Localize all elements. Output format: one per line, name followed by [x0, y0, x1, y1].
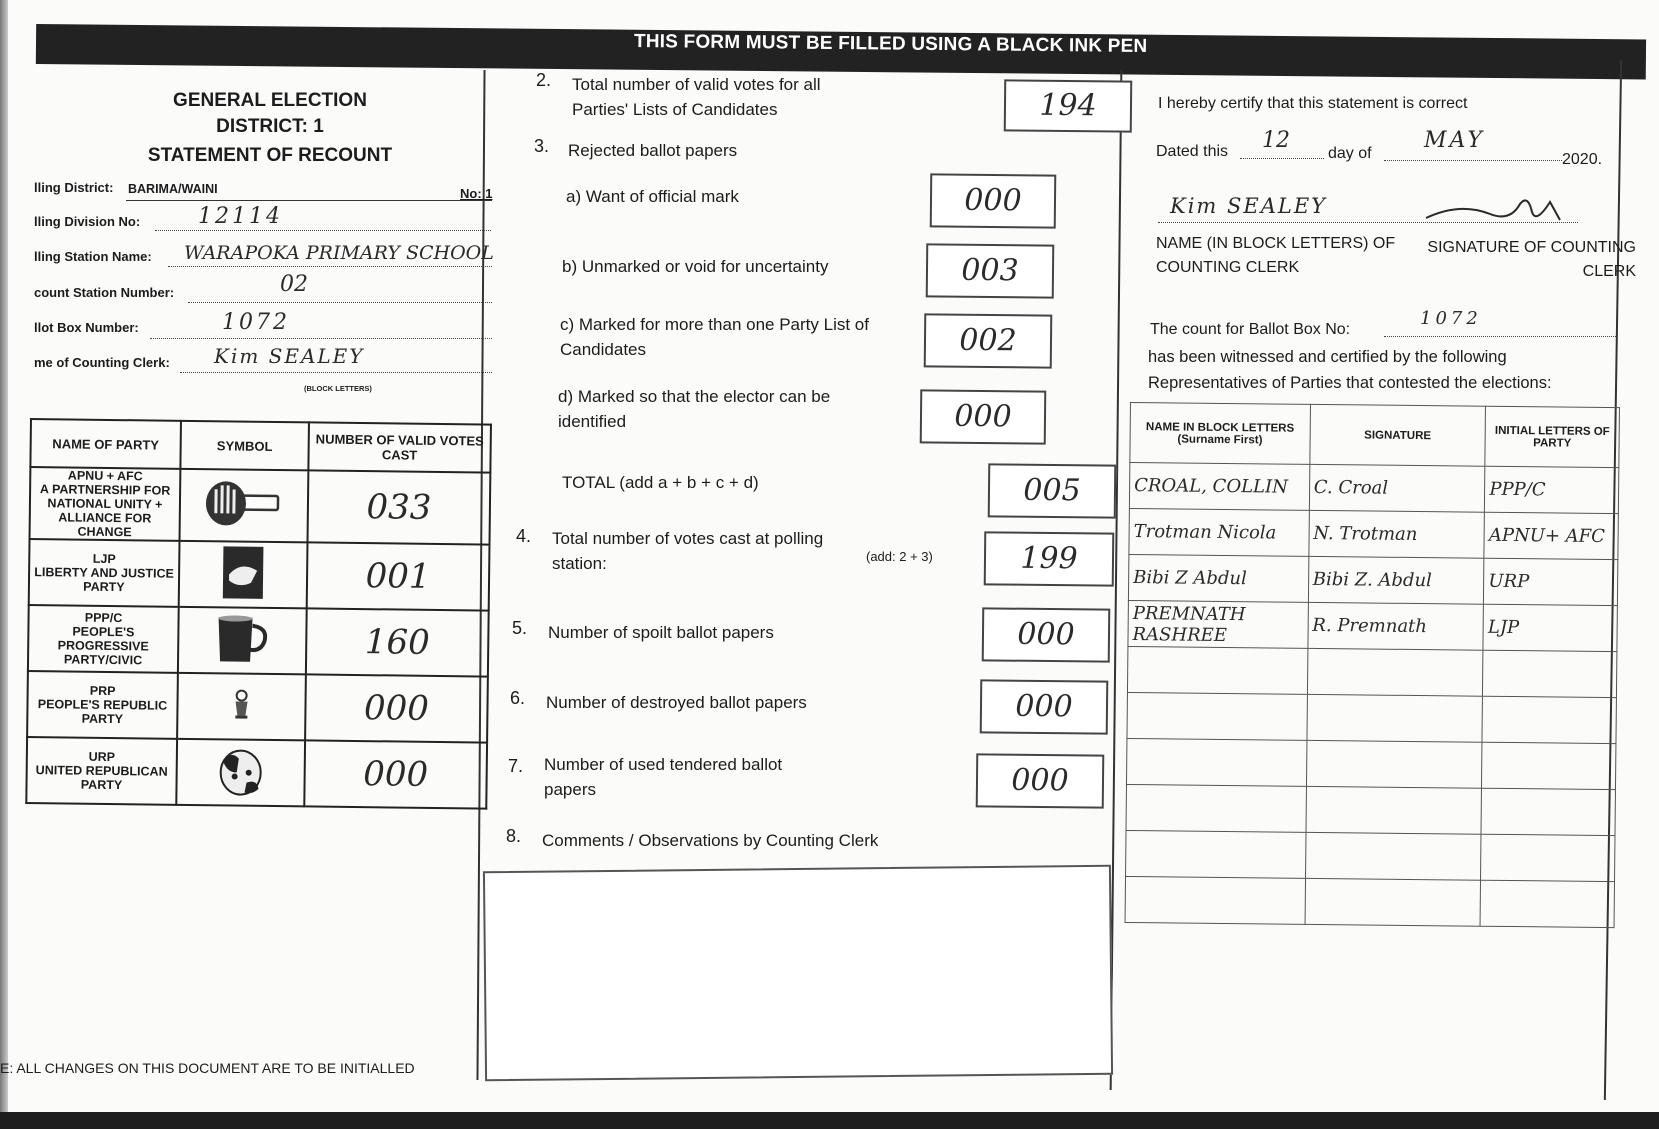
table-row	[1126, 784, 1615, 835]
rep-signature	[1307, 694, 1483, 742]
party-abbr: PRP	[89, 683, 116, 699]
cow-icon	[212, 742, 269, 799]
polling-division-value: 12114	[198, 204, 283, 229]
banner-title: THIS FORM MUST BE FILLED USING A BLACK INK PEN	[630, 31, 1152, 58]
item-8-number: 8.	[506, 826, 522, 846]
rep-signature	[1306, 786, 1482, 834]
header-line1: GENERAL ELECTION	[173, 90, 367, 111]
table-row	[1129, 508, 1618, 559]
item-3c-text: c) Marked for more than one Party List of Candidates	[560, 315, 869, 359]
table-row	[1128, 600, 1617, 651]
rep-name	[1126, 784, 1306, 832]
symbol-cell	[176, 739, 305, 807]
counting-clerk-line	[180, 372, 492, 373]
ballot-box-line	[150, 338, 492, 339]
polling-district-line	[126, 200, 492, 201]
rep-name: PREMNATH RASHREE	[1128, 600, 1308, 648]
item-5-value: 000	[982, 607, 1111, 662]
rep-name: Trotman Nicola	[1129, 508, 1309, 556]
table-row	[1125, 876, 1614, 927]
cup-icon	[212, 611, 273, 666]
party-name-cell	[30, 467, 181, 541]
table-row	[1126, 738, 1615, 789]
party-table	[25, 418, 492, 810]
votes-cell: 033	[308, 470, 491, 544]
item-8-text: Comments / Observations by Counting Clerk	[542, 831, 879, 850]
polling-station-value: WARAPOKA PRIMARY SCHOOL	[184, 242, 494, 264]
item-4-text: Total number of votes cast at polling station:	[552, 529, 824, 573]
clerk-signature-icon	[1420, 192, 1570, 232]
rep-name: Bibi Z Abdul	[1128, 554, 1308, 602]
rep-party	[1481, 834, 1615, 881]
party-table-header	[30, 419, 491, 473]
scan-edge	[0, 0, 8, 1129]
party-name: PEOPLE'S PROGRESSIVE PARTY/CIVIC	[57, 624, 149, 668]
recount-station-line	[188, 302, 492, 303]
rep-signature: R. Premnath	[1308, 602, 1484, 650]
table-row	[29, 539, 490, 611]
item-6-value: 000	[980, 679, 1109, 734]
party-name-cell	[29, 539, 180, 607]
total-value: 005	[988, 463, 1117, 518]
symbol-cell	[179, 541, 308, 609]
signature-clerk-label	[1410, 236, 1636, 284]
polling-division-line	[155, 230, 491, 231]
rep-table-header	[1130, 403, 1620, 468]
item-5-number: 5.	[512, 618, 528, 638]
table-row	[1129, 463, 1618, 514]
item-3b-text: b) Unmarked or void for uncertainty	[562, 257, 829, 276]
ballot-box-label: llot Box Number:	[34, 320, 139, 335]
recount-station-value: 02	[280, 272, 308, 297]
representatives-table	[1125, 402, 1620, 928]
symbol-cell	[177, 673, 306, 741]
rep-party	[1481, 788, 1615, 835]
rep-signature	[1307, 648, 1483, 696]
table-row	[1126, 830, 1615, 881]
total-text: TOTAL (add a + b + c + d)	[562, 473, 759, 492]
day-value: 12	[1262, 128, 1290, 153]
rep-party	[1483, 650, 1617, 697]
rep-signature	[1306, 740, 1482, 788]
rep-name: CROAL, COLLIN	[1129, 463, 1309, 511]
polling-district-value: BARIMA/WAINI	[128, 182, 218, 196]
rep-signature: Bibi Z. Abdul	[1308, 556, 1484, 604]
item-5-text: Number of spoilt ballot papers	[548, 623, 774, 642]
party-abbr: URP	[88, 749, 116, 765]
header-name-of-party: NAME OF PARTY	[30, 419, 181, 469]
votes-cell: 000	[305, 674, 488, 742]
table-row	[1128, 554, 1617, 605]
table-row	[1127, 646, 1616, 697]
rep-party: PPP/C	[1485, 466, 1619, 513]
lamp-icon	[229, 687, 253, 721]
item-3a-value: 000	[930, 173, 1057, 228]
votes-cell: 160	[306, 608, 489, 676]
party-abbr: LJP	[92, 551, 116, 567]
rep-signature	[1305, 832, 1481, 880]
counting-clerk-label: me of Counting Clerk:	[34, 355, 170, 370]
item-7-number: 7.	[508, 756, 524, 776]
table-row	[30, 467, 491, 545]
party-abbr: PPP/C	[84, 610, 123, 626]
item-7-text: Number of used tendered ballot papers	[544, 755, 783, 799]
counting-clerk-value: Kim SEALEY	[214, 344, 365, 368]
rep-signature: C. Croal	[1309, 464, 1485, 512]
witness-text: has been witnessed and certified by the following Representatives of Parties that contested the elections:	[1148, 348, 1552, 392]
polling-division-label: lling Division No:	[34, 214, 141, 229]
rep-party: URP	[1484, 558, 1618, 605]
item-2-value: 194	[1004, 79, 1133, 132]
party-name: UNITED REPUBLICAN PARTY	[35, 763, 168, 793]
item-2-number: 2.	[536, 70, 552, 90]
rep-party	[1482, 742, 1616, 789]
polling-station-label: lling Station Name:	[34, 249, 152, 264]
day-line	[1240, 158, 1324, 159]
certify-statement: I hereby certify that this statement is correct	[1158, 95, 1468, 112]
rep-signature: N. Trotman	[1309, 510, 1485, 558]
table-row	[26, 737, 487, 809]
item-3d-text: d) Marked so that the elector can be identified	[558, 387, 831, 431]
rep-header-signature: SIGNATURE	[1310, 404, 1486, 466]
party-name: A PARTNERSHIP FOR NATIONAL UNITY + ALLIANCE FOR CHANGE	[39, 482, 171, 540]
clerk-sign-line	[1158, 222, 1578, 223]
rep-header-name: NAME IN BLOCK LETTERS (Surname First)	[1130, 403, 1310, 465]
month-line	[1384, 160, 1562, 161]
party-name-cell	[27, 671, 178, 739]
dated-label: Dated this	[1156, 143, 1229, 160]
table-row	[1127, 692, 1616, 743]
name-block-text: NAME (IN BLOCK LETTERS) OF COUNTING CLERK	[1156, 235, 1396, 276]
rep-name	[1127, 646, 1307, 694]
polling-district-label: lling District:	[34, 180, 114, 195]
rep-party	[1480, 880, 1614, 927]
handshake-icon	[221, 544, 266, 601]
header-votes: NUMBER OF VALID VOTES CAST	[308, 422, 491, 472]
party-name: LIBERTY AND JUSTICE PARTY	[34, 565, 174, 595]
polling-station-line	[168, 266, 492, 267]
year-label: 2020.	[1562, 151, 1603, 168]
party-abbr: APNU + AFC	[67, 468, 143, 484]
clerk-name-written: Kim SEALEY	[1170, 194, 1328, 218]
scan-bottom-edge	[0, 1112, 1659, 1129]
symbol-cell	[180, 469, 309, 543]
hand-icon	[202, 477, 287, 530]
block-letters-note: (BLOCK LETTERS)	[304, 384, 372, 393]
item-3c-value: 002	[924, 313, 1053, 368]
rep-signature	[1305, 878, 1481, 926]
item-3d-value: 000	[920, 389, 1047, 444]
footer-note: E: ALL CHANGES ON THIS DOCUMENT ARE TO BE INITIALLED	[0, 1060, 415, 1076]
recount-station-label: count Station Number:	[34, 285, 175, 300]
item-4-value: 199	[984, 531, 1115, 586]
count-label: The count for Ballot Box No:	[1150, 321, 1351, 338]
item-2-text: Total number of valid votes for all Parties' Lists of Candidates	[572, 75, 821, 119]
table-row	[28, 605, 489, 677]
symbol-cell	[178, 607, 307, 675]
header-line2: DISTRICT: 1	[216, 116, 324, 137]
no-label: No: 1	[460, 186, 493, 201]
count-line	[1384, 336, 1616, 337]
count-value: 1072	[1420, 308, 1482, 329]
party-name-cell	[26, 737, 177, 805]
party-name-cell	[28, 605, 179, 673]
item-6-number: 6.	[510, 688, 526, 708]
rep-name	[1126, 830, 1306, 878]
signature-clerk-text: SIGNATURE OF COUNTING CLERK	[1427, 239, 1636, 280]
comments-box[interactable]	[483, 865, 1113, 1082]
name-block-label	[1156, 232, 1396, 280]
header-symbol: SYMBOL	[180, 421, 309, 471]
party-name: PEOPLE'S REPUBLIC PARTY	[37, 697, 168, 727]
rep-name	[1125, 876, 1305, 924]
rep-party: LJP	[1483, 604, 1617, 651]
header-line3: STATEMENT OF RECOUNT	[147, 145, 393, 166]
item-3-number: 3.	[534, 136, 550, 156]
item-6-text: Number of destroyed ballot papers	[546, 693, 807, 712]
rep-party	[1482, 696, 1616, 743]
item-7-value: 000	[976, 753, 1105, 808]
rep-header-party: INITIAL LETTERS OF PARTY	[1485, 406, 1619, 467]
votes-cell: 001	[307, 542, 490, 610]
rep-name	[1127, 692, 1307, 740]
item-3b-value: 003	[926, 243, 1055, 298]
item-4-note: (add: 2 + 3)	[866, 549, 933, 564]
ballot-box-value: 1072	[222, 310, 290, 335]
item-4-number: 4.	[516, 526, 532, 546]
day-of-label: day of	[1328, 145, 1372, 162]
rep-name	[1126, 738, 1306, 786]
item-3a-text: a) Want of official mark	[566, 187, 739, 206]
item-3-text: Rejected ballot papers	[568, 141, 738, 160]
rep-party: APNU+ AFC	[1484, 512, 1618, 559]
table-row	[27, 671, 488, 743]
month-value: MAY	[1424, 128, 1486, 153]
votes-cell: 000	[304, 740, 487, 808]
